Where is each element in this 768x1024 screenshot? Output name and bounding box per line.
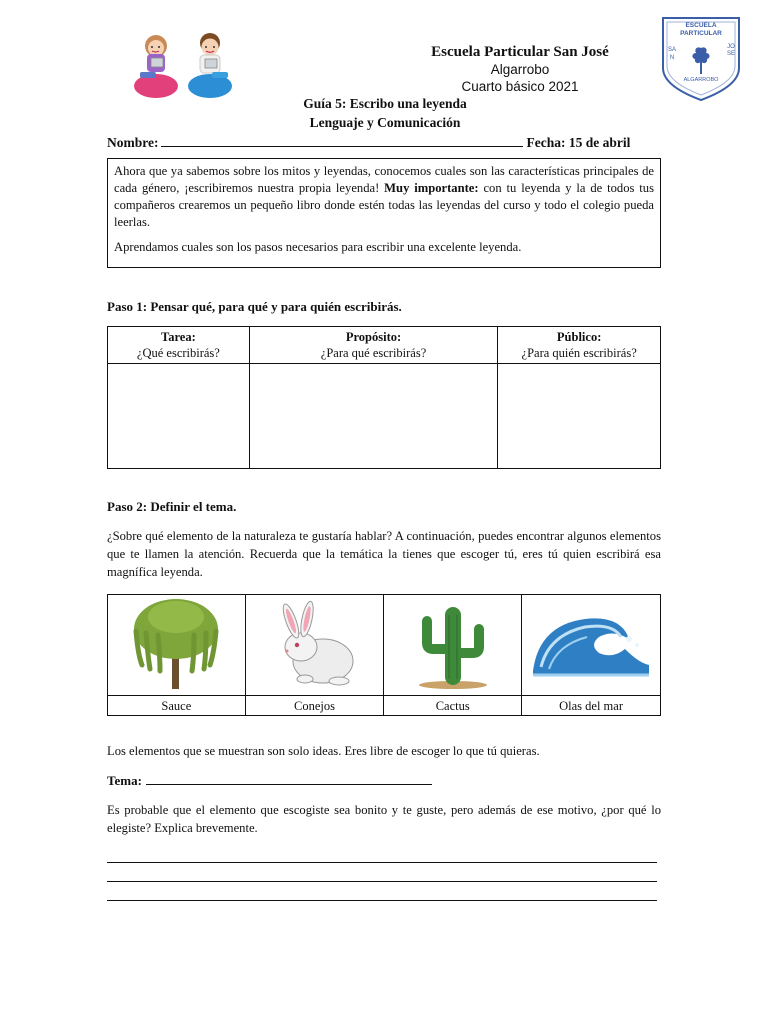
- name-field[interactable]: [161, 134, 523, 147]
- elements-note: Los elementos que se muestran son solo ideas. Eres libre de escoger lo que tú quieras.: [107, 744, 540, 758]
- tarea-answer-cell[interactable]: [108, 364, 250, 469]
- answer-line[interactable]: [107, 900, 657, 901]
- intro-bold: Muy importante:: [384, 181, 479, 195]
- name-label: Nombre:: [107, 135, 159, 150]
- column-publico: Público: ¿Para quién escribirás?: [498, 327, 661, 364]
- school-crest: [661, 16, 741, 102]
- willow-tree-image: [108, 595, 246, 696]
- cactus-image: [384, 595, 522, 696]
- element-label-conejos: Conejos: [245, 696, 384, 716]
- answer-line[interactable]: [107, 862, 657, 863]
- step2-prompt: ¿Sobre qué elemento de la naturaleza te gustaría hablar? A continuación, puedes encontrar algunos elementos que te llamen la atención. Recuerda que la temática la tienes que escoger tú, eres tú quien escribirá esa magnífica leyenda.: [107, 529, 661, 579]
- school-course: Cuarto básico 2021: [461, 79, 579, 94]
- tema-label: Tema:: [107, 773, 142, 788]
- answer-line[interactable]: [107, 881, 657, 882]
- crest-bottom-text: ALGARROBO: [683, 77, 719, 83]
- rabbit-image: [245, 595, 384, 696]
- reason-question: Es probable que el elemento que escogiste sea bonito y te guste, pero además de ese motivo, ¿por qué lo elegiste? Explica brevemente.: [107, 803, 661, 835]
- element-label-sauce: Sauce: [108, 696, 246, 716]
- crest-top-text: ESCUELA PARTICULAR: [680, 22, 722, 37]
- guide-title: Guía 5: Escribo una leyenda: [303, 96, 467, 111]
- date-label: Fecha: 15 de abril: [526, 135, 631, 150]
- element-label-olas: Olas del mar: [522, 696, 661, 716]
- ocean-wave-image: [522, 595, 661, 696]
- column-tarea: Tarea: ¿Qué escribirás?: [108, 327, 250, 364]
- step2-heading: Paso 2: Definir el tema.: [107, 499, 237, 514]
- kids-reading-illustration: [130, 28, 236, 98]
- intro-box: [107, 158, 661, 268]
- step1-heading: Paso 1: Pensar qué, para qué y para quién escribirás.: [107, 299, 402, 314]
- tema-field[interactable]: [146, 772, 432, 785]
- elements-table: [107, 594, 661, 716]
- intro-paragraph: Ahora que ya sabemos sobre los mitos y leyendas, conocemos cuales son las características principales de cada género, ¡escribiremos nuestra propia leyenda! Muy importante: con tu leyenda y la de todos tus compañeros crearemos un pequeño libro donde estén todas las leyendas del curso y todo el colegio pueda leerlas.: [114, 164, 654, 229]
- school-town: Algarrobo: [490, 62, 550, 77]
- crest-left-text: SAN: [668, 47, 677, 61]
- column-proposito: Propósito: ¿Para qué escribirás?: [249, 327, 498, 364]
- element-label-cactus: Cactus: [384, 696, 522, 716]
- name-date-row: [107, 134, 663, 151]
- school-name: Escuela Particular San José: [431, 44, 609, 60]
- planning-table: [107, 326, 661, 469]
- tema-row: [107, 772, 432, 789]
- publico-answer-cell[interactable]: [498, 364, 661, 469]
- proposito-answer-cell[interactable]: [249, 364, 498, 469]
- intro-second-paragraph: Aprendamos cuales son los pasos necesarios para escribir una excelente leyenda.: [114, 240, 522, 254]
- crest-right-text: JOSE: [727, 44, 736, 57]
- guide-subject: Lenguaje y Comunicación: [309, 115, 461, 130]
